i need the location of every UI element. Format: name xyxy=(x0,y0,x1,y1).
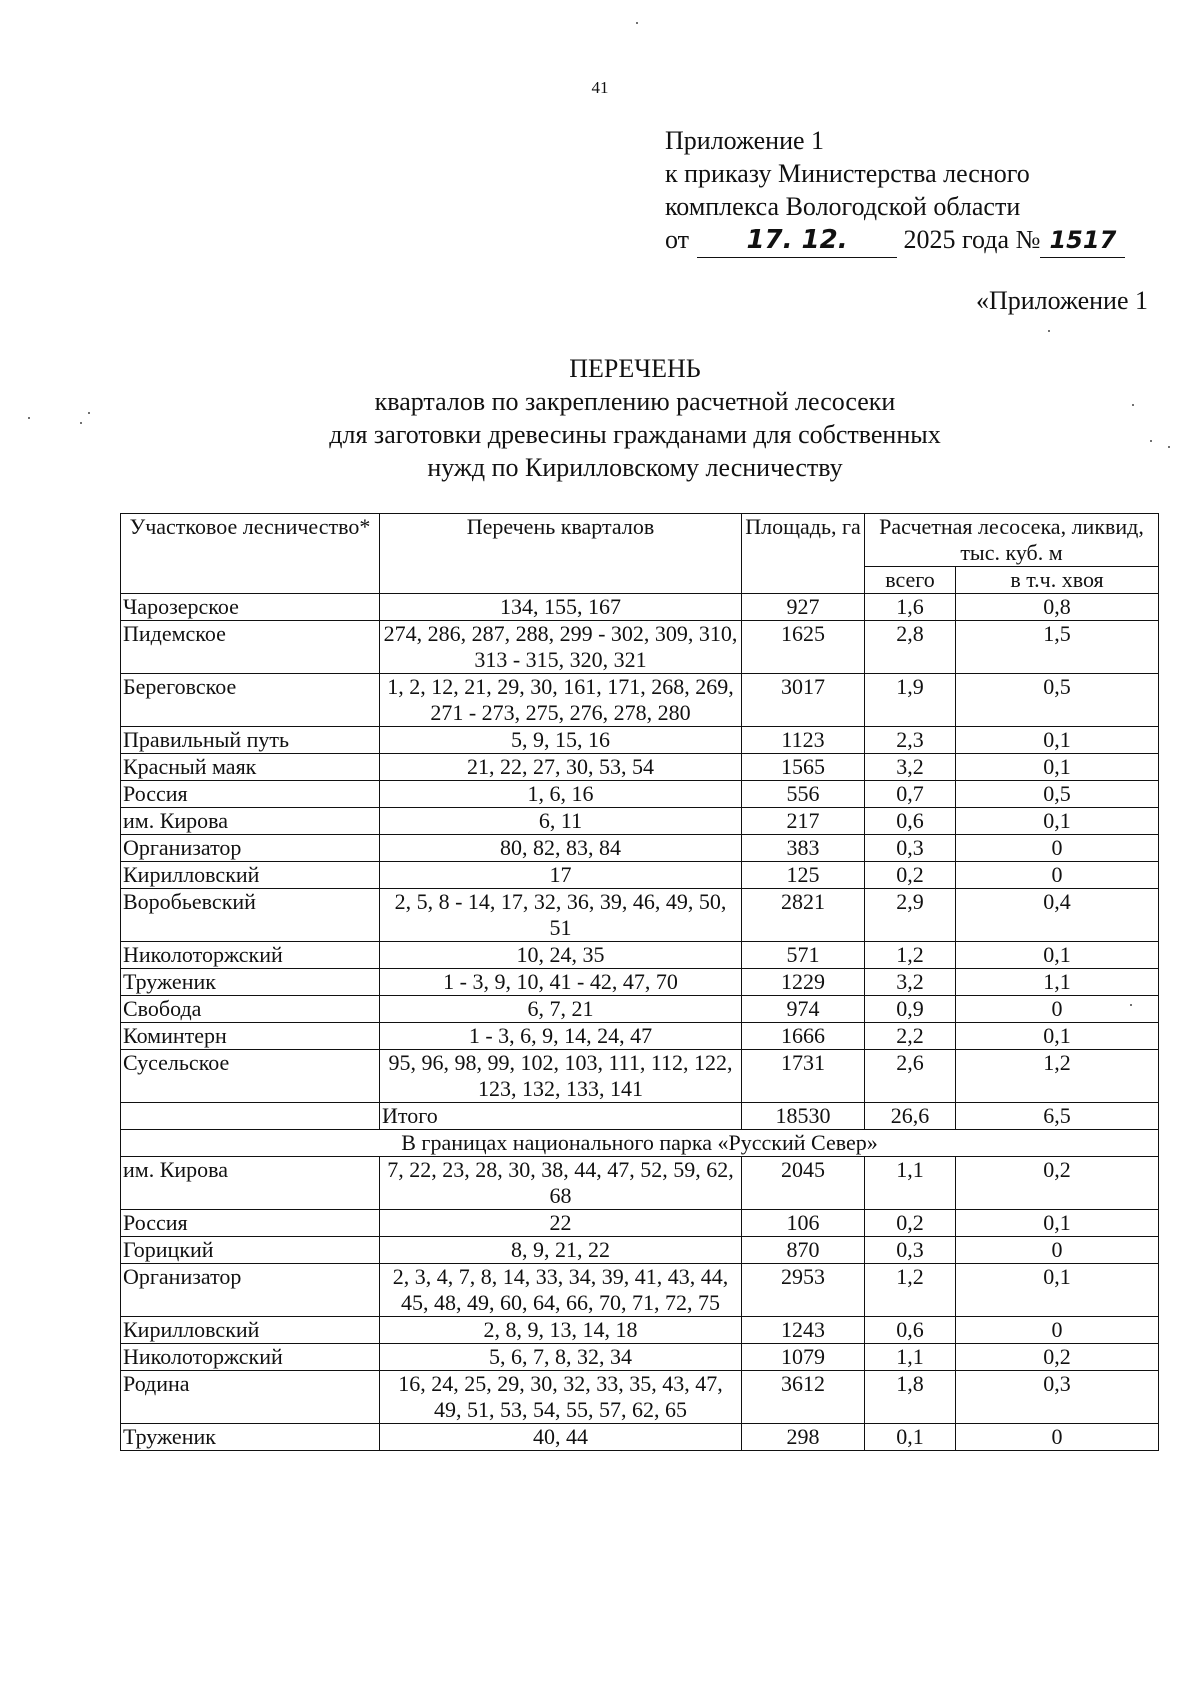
district-cell: Сусельское xyxy=(121,1050,380,1103)
total-cell: 0,6 xyxy=(865,1317,956,1344)
table-row xyxy=(121,969,1159,996)
handwritten-order-number: 1517 xyxy=(1040,224,1125,258)
total-cell: 3,2 xyxy=(865,969,956,996)
total-cell: 0,2 xyxy=(865,862,956,889)
district-cell: Россия xyxy=(121,781,380,808)
quarters-cell: 5, 9, 15, 16 xyxy=(380,727,742,754)
conifer-cell: 1,5 xyxy=(956,621,1159,674)
district-cell: Россия xyxy=(121,1210,380,1237)
conifer-cell: 0 xyxy=(956,1237,1159,1264)
district-cell: Свобода xyxy=(121,996,380,1023)
total-cell: 0,2 xyxy=(865,1210,956,1237)
quarters-cell: 16, 24, 25, 29, 30, 32, 33, 35, 43, 47, 49, 51, 53, 54, 55, 57, 62, 65 xyxy=(380,1371,742,1424)
total-cell: 0,3 xyxy=(865,835,956,862)
conifer-cell: 1,1 xyxy=(956,969,1159,996)
scan-speck xyxy=(1048,330,1050,332)
district-cell: Воробьевский xyxy=(121,889,380,942)
quarters-cell: 95, 96, 98, 99, 102, 103, 111, 112, 122, 123, 132, 133, 141 xyxy=(380,1050,742,1103)
quarters-cell: 2, 3, 4, 7, 8, 14, 33, 34, 39, 41, 43, 44, 45, 48, 49, 60, 64, 66, 70, 71, 72, 75 xyxy=(380,1264,742,1317)
total-empty-cell xyxy=(121,1103,380,1130)
section-row xyxy=(121,1130,1159,1157)
area-cell: 1625 xyxy=(742,621,865,674)
scan-speck xyxy=(1168,446,1170,448)
total-cell: 0,3 xyxy=(865,1237,956,1264)
area-cell: 1229 xyxy=(742,969,865,996)
table-row xyxy=(121,1157,1159,1210)
area-cell: 217 xyxy=(742,808,865,835)
table-row xyxy=(121,1424,1159,1451)
total-cell: 2,8 xyxy=(865,621,956,674)
total-cell: 1,8 xyxy=(865,1371,956,1424)
area-cell: 2953 xyxy=(742,1264,865,1317)
conifer-cell: 0 xyxy=(956,996,1159,1023)
table-row xyxy=(121,781,1159,808)
scan-speck xyxy=(88,412,90,414)
district-cell: Красный маяк xyxy=(121,754,380,781)
from-label: от xyxy=(665,225,690,254)
district-cell: Николоторжский xyxy=(121,942,380,969)
area-cell: 1666 xyxy=(742,1023,865,1050)
district-cell: Организатор xyxy=(121,1264,380,1317)
table-row xyxy=(121,1317,1159,1344)
total-cell: 2,3 xyxy=(865,727,956,754)
conifer-cell: 0 xyxy=(956,1317,1159,1344)
area-cell: 870 xyxy=(742,1237,865,1264)
park-rows xyxy=(121,1157,1159,1451)
appendix-header xyxy=(665,124,1125,258)
quarters-cell: 5, 6, 7, 8, 32, 34 xyxy=(380,1344,742,1371)
main-rows xyxy=(121,594,1159,1103)
conifer-cell: 0,8 xyxy=(956,594,1159,621)
quarters-cell: 1, 2, 12, 21, 29, 30, 161, 171, 268, 269, 271 - 273, 275, 276, 278, 280 xyxy=(380,674,742,727)
appendix-line-3: комплекса Вологодской области xyxy=(665,192,1021,221)
conifer-cell: 0,3 xyxy=(956,1371,1159,1424)
total-cell: 2,6 xyxy=(865,1050,956,1103)
quarters-cell: 17 xyxy=(380,862,742,889)
title-main: ПЕРЕЧЕНЬ xyxy=(569,354,701,383)
document-title xyxy=(0,352,1200,484)
district-cell: Чарозерское xyxy=(121,594,380,621)
quarters-cell: 1 - 3, 9, 10, 41 - 42, 47, 70 xyxy=(380,969,742,996)
scan-speck xyxy=(1130,1004,1132,1006)
area-cell: 2045 xyxy=(742,1157,865,1210)
handwritten-date: 17. 12. xyxy=(697,224,897,258)
area-cell: 1565 xyxy=(742,754,865,781)
district-cell: Труженик xyxy=(121,1424,380,1451)
district-cell: Николоторжский xyxy=(121,1344,380,1371)
table-row xyxy=(121,889,1159,942)
area-cell: 125 xyxy=(742,862,865,889)
scan-speck xyxy=(28,417,30,419)
title-line-4: нужд по Кирилловскому лесничеству xyxy=(427,453,843,482)
quarters-cell: 1 - 3, 6, 9, 14, 24, 47 xyxy=(380,1023,742,1050)
total-area: 18530 xyxy=(742,1103,865,1130)
scan-speck xyxy=(80,422,82,424)
district-cell: Кирилловский xyxy=(121,862,380,889)
total-cell: 1,6 xyxy=(865,594,956,621)
area-cell: 1243 xyxy=(742,1317,865,1344)
park-section-title: В границах национального парка «Русский Север» xyxy=(121,1130,1159,1157)
conifer-cell: 0,2 xyxy=(956,1344,1159,1371)
conifer-cell: 0,1 xyxy=(956,1210,1159,1237)
quarters-cell: 2, 5, 8 - 14, 17, 32, 36, 39, 46, 49, 50, 51 xyxy=(380,889,742,942)
district-cell: Горицкий xyxy=(121,1237,380,1264)
conifer-cell: 0,1 xyxy=(956,942,1159,969)
quarters-cell: 6, 11 xyxy=(380,808,742,835)
table-row xyxy=(121,674,1159,727)
area-cell: 1123 xyxy=(742,727,865,754)
appendix-line-2: к приказу Министерства лесного xyxy=(665,159,1030,188)
table-row xyxy=(121,1210,1159,1237)
total-total: 26,6 xyxy=(865,1103,956,1130)
district-cell: им. Кирова xyxy=(121,808,380,835)
title-line-2: кварталов по закреплению расчетной лесосеки xyxy=(374,387,896,416)
header-estimated-cutting: Расчетная лесосека, ликвид, тыс. куб. м xyxy=(865,514,1159,567)
area-cell: 1731 xyxy=(742,1050,865,1103)
table-row xyxy=(121,1023,1159,1050)
conifer-cell: 0,2 xyxy=(956,1157,1159,1210)
page-number: 41 xyxy=(591,78,609,97)
scan-speck xyxy=(1132,404,1134,406)
total-cell: 1,9 xyxy=(865,674,956,727)
table-row xyxy=(121,808,1159,835)
quarters-cell: 80, 82, 83, 84 xyxy=(380,835,742,862)
table-row xyxy=(121,594,1159,621)
area-cell: 974 xyxy=(742,996,865,1023)
scan-speck xyxy=(1150,440,1152,442)
appendix-quote: «Приложение 1 xyxy=(975,286,1148,315)
conifer-cell: 0,5 xyxy=(956,781,1159,808)
conifer-cell: 0,1 xyxy=(956,727,1159,754)
table-row xyxy=(121,862,1159,889)
quarters-cell: 22 xyxy=(380,1210,742,1237)
total-row xyxy=(121,1103,1159,1130)
header-quarters: Перечень кварталов xyxy=(380,514,742,594)
conifer-cell: 0,1 xyxy=(956,754,1159,781)
table-row xyxy=(121,754,1159,781)
area-cell: 571 xyxy=(742,942,865,969)
total-conifer: 6,5 xyxy=(956,1103,1159,1130)
quarters-cell: 274, 286, 287, 288, 299 - 302, 309, 310, 313 - 315, 320, 321 xyxy=(380,621,742,674)
area-cell: 3612 xyxy=(742,1371,865,1424)
table-row xyxy=(121,942,1159,969)
header-area: Площадь, га xyxy=(742,514,865,594)
year-label: 2025 года № xyxy=(903,225,1041,254)
conifer-cell: 0,4 xyxy=(956,889,1159,942)
quarters-table xyxy=(120,513,1159,1451)
table-row xyxy=(121,1344,1159,1371)
quarters-cell: 8, 9, 21, 22 xyxy=(380,1237,742,1264)
total-cell: 0,7 xyxy=(865,781,956,808)
district-cell: Правильный путь xyxy=(121,727,380,754)
area-cell: 106 xyxy=(742,1210,865,1237)
header-conifer: в т.ч. хвоя xyxy=(956,567,1159,594)
table-row xyxy=(121,727,1159,754)
conifer-cell: 0 xyxy=(956,1424,1159,1451)
conifer-cell: 0,1 xyxy=(956,1023,1159,1050)
total-cell: 3,2 xyxy=(865,754,956,781)
district-cell: Труженик xyxy=(121,969,380,996)
quarters-cell: 134, 155, 167 xyxy=(380,594,742,621)
area-cell: 3017 xyxy=(742,674,865,727)
header-total: всего xyxy=(865,567,956,594)
quarters-cell: 2, 8, 9, 13, 14, 18 xyxy=(380,1317,742,1344)
quarters-cell: 40, 44 xyxy=(380,1424,742,1451)
district-cell: Пидемское xyxy=(121,621,380,674)
conifer-cell: 0,5 xyxy=(956,674,1159,727)
district-cell: Кирилловский xyxy=(121,1317,380,1344)
total-cell: 0,9 xyxy=(865,996,956,1023)
district-cell: Коминтерн xyxy=(121,1023,380,1050)
area-cell: 1079 xyxy=(742,1344,865,1371)
district-cell: им. Кирова xyxy=(121,1157,380,1210)
district-cell: Родина xyxy=(121,1371,380,1424)
quarters-cell: 7, 22, 23, 28, 30, 38, 44, 47, 52, 59, 62, 68 xyxy=(380,1157,742,1210)
total-cell: 2,9 xyxy=(865,889,956,942)
total-cell: 1,1 xyxy=(865,1157,956,1210)
appendix-line-1: Приложение 1 xyxy=(665,126,825,155)
scan-speck xyxy=(636,22,638,24)
conifer-cell: 0 xyxy=(956,862,1159,889)
table-row xyxy=(121,1237,1159,1264)
table-row xyxy=(121,1050,1159,1103)
total-cell: 0,1 xyxy=(865,1424,956,1451)
total-cell: 1,1 xyxy=(865,1344,956,1371)
table-row xyxy=(121,621,1159,674)
quarters-cell: 21, 22, 27, 30, 53, 54 xyxy=(380,754,742,781)
district-cell: Организатор xyxy=(121,835,380,862)
total-cell: 1,2 xyxy=(865,942,956,969)
header-row xyxy=(121,514,1159,567)
conifer-cell: 1,2 xyxy=(956,1050,1159,1103)
total-cell: 2,2 xyxy=(865,1023,956,1050)
total-cell: 0,6 xyxy=(865,808,956,835)
table-row xyxy=(121,1371,1159,1424)
conifer-cell: 0,1 xyxy=(956,1264,1159,1317)
table-row xyxy=(121,1264,1159,1317)
title-line-3: для заготовки древесины гражданами для собственных xyxy=(329,420,941,449)
total-section xyxy=(121,1103,1159,1157)
area-cell: 383 xyxy=(742,835,865,862)
conifer-cell: 0 xyxy=(956,835,1159,862)
table-row xyxy=(121,835,1159,862)
quarters-cell: 10, 24, 35 xyxy=(380,942,742,969)
appendix-date-line xyxy=(665,223,1125,258)
quarters-cell: 6, 7, 21 xyxy=(380,996,742,1023)
area-cell: 556 xyxy=(742,781,865,808)
district-cell: Береговское xyxy=(121,674,380,727)
header-district: Участковое лесничество* xyxy=(121,514,380,594)
conifer-cell: 0,1 xyxy=(956,808,1159,835)
total-cell: 1,2 xyxy=(865,1264,956,1317)
area-cell: 2821 xyxy=(742,889,865,942)
table-row xyxy=(121,996,1159,1023)
total-label: Итого xyxy=(380,1103,742,1130)
area-cell: 927 xyxy=(742,594,865,621)
area-cell: 298 xyxy=(742,1424,865,1451)
quarters-cell: 1, 6, 16 xyxy=(380,781,742,808)
